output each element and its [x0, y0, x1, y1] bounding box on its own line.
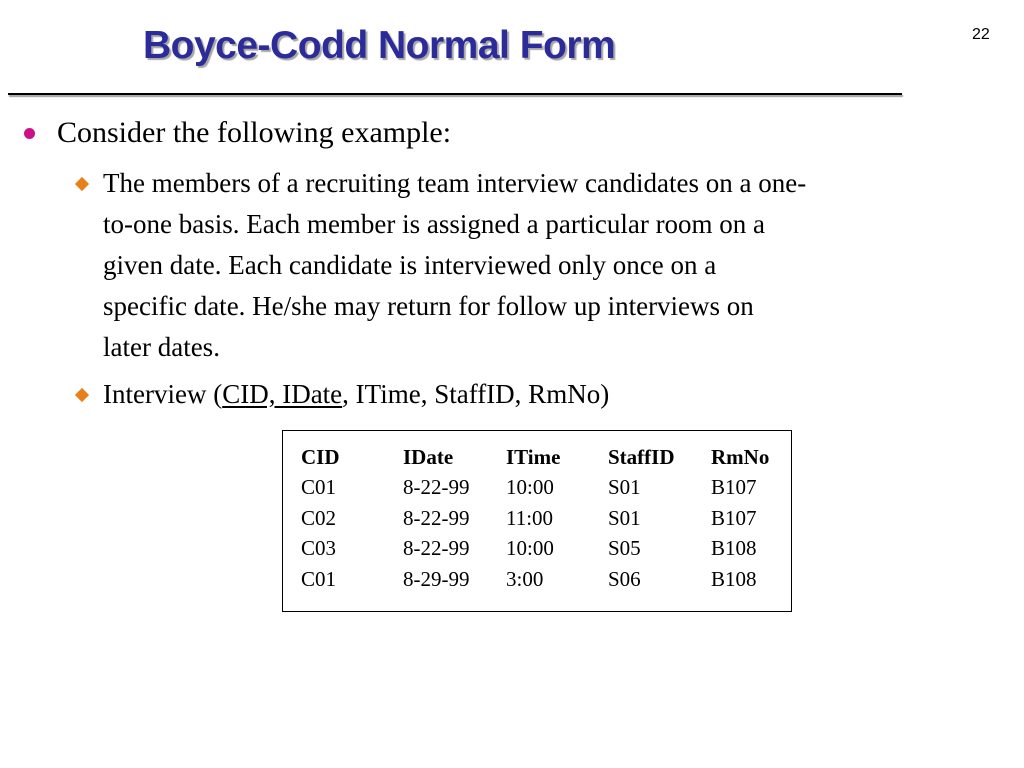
title-divider: [8, 93, 902, 95]
relation-attributes: , ITime, StaffID, RmNo): [342, 379, 610, 409]
diamond-bullet-icon: [75, 177, 89, 191]
page-number: 22: [972, 26, 990, 43]
table-cell: B107: [711, 475, 757, 500]
table-cell: C03: [301, 536, 337, 561]
table-cell: C01: [301, 475, 337, 500]
table-cell: 10:00: [506, 536, 554, 561]
table-cell: C02: [301, 505, 337, 530]
table-row: [301, 534, 791, 565]
interview-table: [301, 442, 791, 595]
relation-schema: [103, 374, 609, 415]
column-header: IDate: [403, 444, 454, 469]
scenario-line: to-one basis. Each member is assigned a particular room on a: [103, 209, 766, 239]
table-row: [301, 503, 791, 534]
scenario-line: later dates.: [103, 332, 220, 362]
table-cell: C01: [301, 566, 337, 591]
table-cell: S06: [608, 566, 641, 591]
scenario-line: The members of a recruiting team interview candidates on a one-: [103, 168, 807, 198]
table-cell: S01: [608, 505, 641, 530]
scenario-line: given date. Each candidate is interviewed only once on a: [103, 250, 717, 280]
table-cell: 11:00: [506, 505, 554, 530]
table-cell: B107: [711, 505, 757, 530]
table-cell: 8-22-99: [403, 505, 470, 530]
interview-table-box: [282, 430, 792, 612]
table-cell: 8-22-99: [403, 536, 470, 561]
column-header: ITime: [506, 444, 561, 469]
table-cell: B108: [711, 536, 757, 561]
primary-key: CID, IDate: [222, 379, 343, 409]
scenario-paragraph: [103, 163, 1003, 368]
column-header: RmNo: [711, 444, 770, 469]
slide-title: Boyce-Codd Normal Form: [143, 24, 616, 67]
table-cell: 8-22-99: [403, 475, 470, 500]
bullet-consider-example: Consider the following example:: [57, 116, 452, 149]
scenario-line: specific date. He/she may return for follow up interviews on: [103, 291, 754, 321]
table-cell: 8-29-99: [403, 566, 470, 591]
table-cell: S05: [608, 536, 641, 561]
relation-name: Interview (: [103, 379, 223, 409]
table-row: [301, 473, 791, 504]
table-cell: 3:00: [506, 566, 544, 591]
table-row: [301, 564, 791, 595]
table-cell: 10:00: [506, 475, 554, 500]
table-header-row: [301, 442, 791, 473]
round-bullet-icon: [24, 128, 35, 139]
table-cell: B108: [711, 566, 757, 591]
column-header: StaffID: [608, 444, 675, 469]
column-header: CID: [301, 444, 340, 469]
table-cell: S01: [608, 475, 641, 500]
diamond-bullet-icon: [75, 388, 89, 402]
